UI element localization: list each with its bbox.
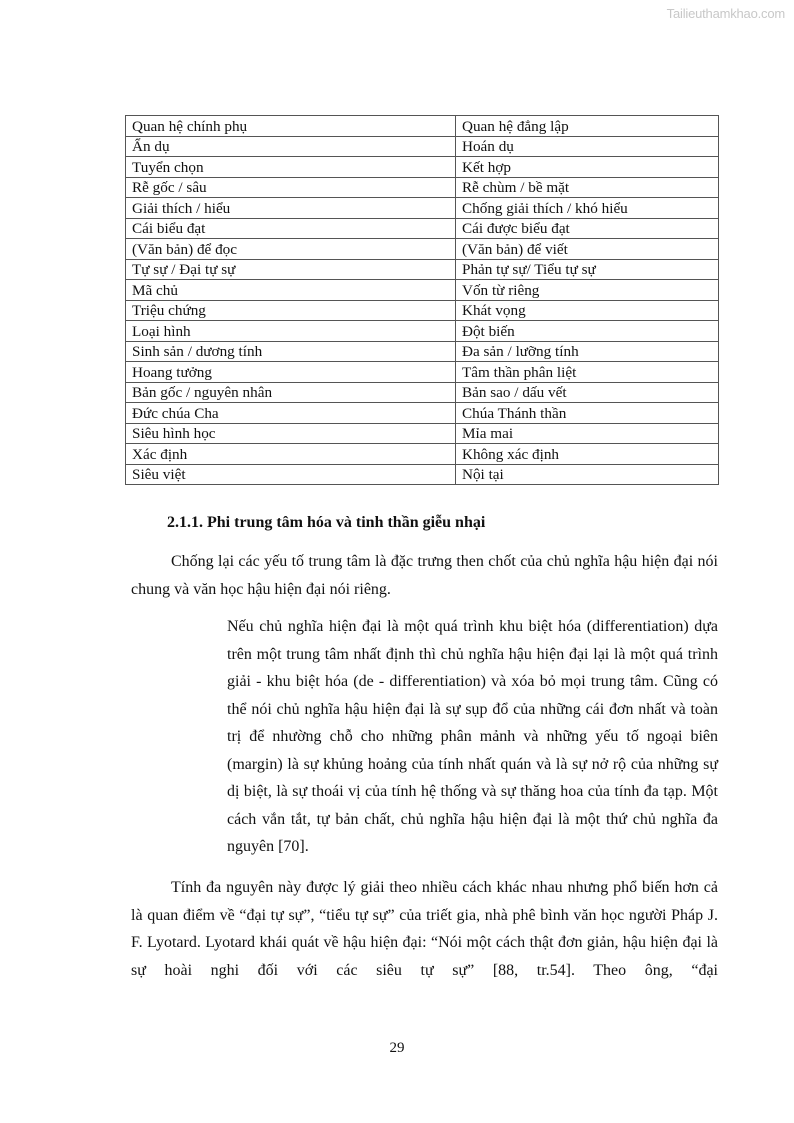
table-row	[126, 136, 719, 157]
cell-hierarchical: Triệu chứng	[126, 300, 456, 321]
table-row	[126, 116, 719, 137]
table-row	[126, 280, 719, 301]
cell-hierarchical: Cái biểu đạt	[126, 218, 456, 239]
cell-coordinate: Kết hợp	[456, 157, 719, 178]
cell-coordinate: Bản sao / dấu vết	[456, 382, 719, 403]
cell-coordinate: Vốn từ riêng	[456, 280, 719, 301]
paragraph-lyotard: Tính đa nguyên này được lý giải theo nhiều cách khác nhau nhưng phổ biến hơn cả là quan điểm về “đại tự sự”, “tiểu tự sự” của triết gia, nhà phê bình văn học người Pháp J. F. Lyotard. Lyotard khái quát về hậu hiện đại: “Nói một cách thật đơn giản, hậu hiện đại là sự hoài nghi đối với các siêu tự sự” [88, tr.54]. Theo ông, “đại	[131, 879, 718, 979]
comparison-table	[125, 115, 719, 485]
cell-hierarchical: Ẩn dụ	[126, 136, 456, 157]
watermark: Tailieuthamkhao.com	[666, 6, 785, 21]
cell-coordinate: Mỉa mai	[456, 423, 719, 444]
block-quote: Nếu chủ nghĩa hiện đại là một quá trình khu biệt hóa (differentiation) dựa trên một trung tâm nhất định thì chủ nghĩa hậu hiện đại lại là một quá trình giải - khu biệt hóa (de - differentiation) và xóa bỏ mọi trung tâm. Cũng có thể nói chủ nghĩa hậu hiện đại là sự sụp đổ của những cái đơn nhất và toàn trị để nhường chỗ cho những phân mảnh và những yếu tố ngoại biên (margin) là sự khủng hoảng của tính nhất quán và là sự nở rộ của những sự dị biệt, là sự thoái vị của tính hệ thống và sự thăng hoa của tính đa tạp. Một cách vắn tắt, tự bản chất, chủ nghĩa hậu hiện đại là một thứ chủ nghĩa đa nguyên [70].	[227, 618, 718, 855]
cell-hierarchical: Rễ gốc / sâu	[126, 177, 456, 198]
cell-coordinate: Hoán dụ	[456, 136, 719, 157]
cell-coordinate: Khát vọng	[456, 300, 719, 321]
table-row	[126, 177, 719, 198]
cell-coordinate: Chống giải thích / khó hiểu	[456, 198, 719, 219]
table-row	[126, 444, 719, 465]
table-row	[126, 259, 719, 280]
table-row	[126, 362, 719, 383]
table-row	[126, 382, 719, 403]
page-number: 29	[389, 1040, 405, 1056]
cell-coordinate: Đột biến	[456, 321, 719, 342]
cell-hierarchical: Hoang tưởng	[126, 362, 456, 383]
cell-coordinate: Chúa Thánh thần	[456, 403, 719, 424]
cell-hierarchical: Mã chủ	[126, 280, 456, 301]
section-heading: 2.1.1. Phi trung tâm hóa và tinh thần giễu nhại	[167, 514, 486, 531]
cell-hierarchical: (Văn bản) để đọc	[126, 239, 456, 260]
table-row	[126, 218, 719, 239]
table-row	[126, 423, 719, 444]
table-row	[126, 198, 719, 219]
cell-coordinate: Phản tự sự/ Tiểu tự sự	[456, 259, 719, 280]
cell-coordinate: Rễ chùm / bề mặt	[456, 177, 719, 198]
cell-hierarchical: Bản gốc / nguyên nhân	[126, 382, 456, 403]
paragraph-intro: Chống lại các yếu tố trung tâm là đặc trưng then chốt của chủ nghĩa hậu hiện đại nói chung và văn học hậu hiện đại nói riêng.	[131, 553, 718, 598]
cell-hierarchical: Đức chúa Cha	[126, 403, 456, 424]
cell-hierarchical: Tự sự / Đại tự sự	[126, 259, 456, 280]
table-row	[126, 321, 719, 342]
table-row	[126, 464, 719, 485]
cell-hierarchical: Siêu hình học	[126, 423, 456, 444]
cell-hierarchical: Sinh sản / dương tính	[126, 341, 456, 362]
table-row	[126, 341, 719, 362]
cell-coordinate: Tâm thần phân liệt	[456, 362, 719, 383]
cell-coordinate: (Văn bản) để viết	[456, 239, 719, 260]
cell-coordinate: Cái được biểu đạt	[456, 218, 719, 239]
cell-hierarchical: Loại hình	[126, 321, 456, 342]
cell-coordinate: Không xác định	[456, 444, 719, 465]
cell-coordinate: Nội tại	[456, 464, 719, 485]
cell-hierarchical: Quan hệ chính phụ	[126, 116, 456, 137]
table-row	[126, 157, 719, 178]
cell-coordinate: Đa sản / lưỡng tính	[456, 341, 719, 362]
cell-hierarchical: Xác định	[126, 444, 456, 465]
table-row	[126, 300, 719, 321]
cell-coordinate: Quan hệ đẳng lập	[456, 116, 719, 137]
table-row	[126, 403, 719, 424]
table-row	[126, 239, 719, 260]
cell-hierarchical: Siêu việt	[126, 464, 456, 485]
table-body	[126, 116, 719, 485]
cell-hierarchical: Tuyển chọn	[126, 157, 456, 178]
cell-hierarchical: Giải thích / hiểu	[126, 198, 456, 219]
